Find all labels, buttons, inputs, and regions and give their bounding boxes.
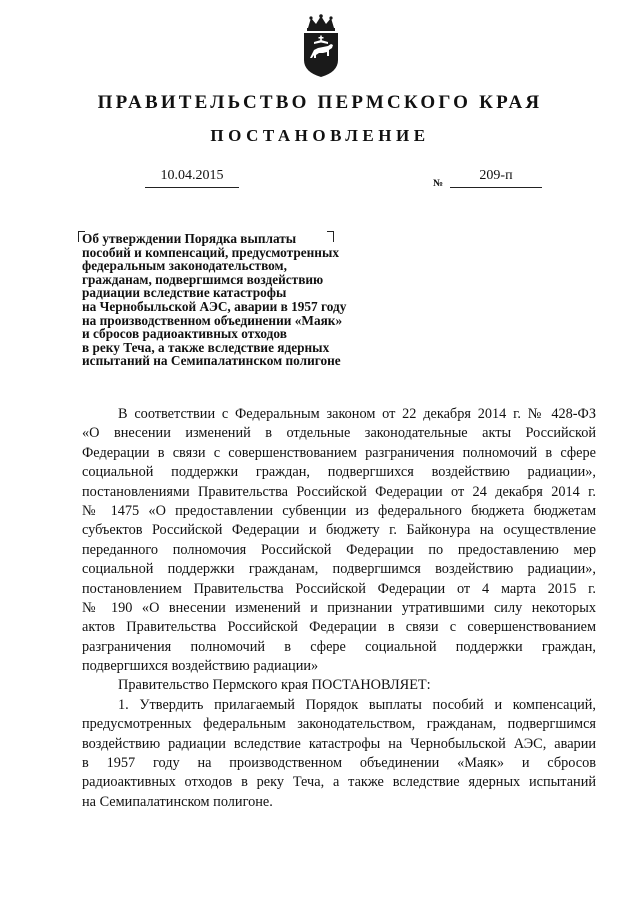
- body-line: воздействию радиации вследствие катастрофы на Чернобыльской АЭС, аварии: [82, 735, 596, 752]
- body-line: разграничения полномочий в сфере социальной поддержки граждан,: [82, 638, 596, 655]
- subject-line: испытаний на Семипалатинском полигоне: [82, 353, 341, 369]
- body-line: радиоактивных отходов в реку Теча, а также вследствие ядерных испытаний: [82, 774, 596, 791]
- body-line: на Семипалатинском полигоне.: [82, 793, 273, 810]
- body-line: предусмотренных федеральным законодательством, гражданам, подвергшимся: [82, 716, 596, 733]
- subject-line: Об утверждении Порядка выплаты: [82, 231, 297, 246]
- body-line: социальной поддержки граждан, подвергшихся воздействию радиации»,: [82, 464, 596, 481]
- body-line: постановлениями Правительства Российской Федерации от 24 декабря 2014 г.: [82, 483, 596, 500]
- body-line: переданного полномочия Российской Федерации по предоставлению мер: [82, 541, 596, 558]
- document-number: 209-п: [479, 168, 513, 183]
- body-line: социальной поддержки гражданам, подвергшимся воздействию радиации»,: [82, 561, 596, 578]
- resolution-line: Правительство Пермского края ПОСТАНОВЛЯЕТ:: [118, 677, 431, 694]
- subject-line: в реку Теча, а также вследствие ядерных: [82, 339, 330, 355]
- date-underline: [145, 186, 239, 188]
- document-body: [82, 405, 596, 812]
- document-subject: [82, 232, 402, 368]
- body-line: субъектов Российской Федерации и бюджету г. Байконура на осуществление: [82, 522, 596, 539]
- coat-of-arms-icon: [299, 14, 343, 78]
- document-type-title: ПОСТАНОВЛЕНИЕ: [210, 126, 430, 145]
- body-line: В соответствии с Федеральным законом от 22 декабря 2014 г. № 428-ФЗ: [118, 406, 596, 422]
- subject-line: на Чернобыльской АЭС, аварии в 1957 году: [82, 298, 347, 314]
- body-line: № 190 «О внесении изменений и признании утратившими силу некоторых: [82, 599, 596, 616]
- body-line: в 1957 году на производственном объединении «Маяк» и сбросов: [82, 755, 596, 772]
- body-line: № 1475 «О предоставлении субвенции из федерального бюджета бюджетам: [82, 502, 596, 519]
- document-date: 10.04.2015: [160, 168, 224, 183]
- body-line: Федерации в связи с совершенствованием разграничения полномочий в сфере: [82, 444, 596, 461]
- document-date-field: [145, 168, 239, 188]
- subject-line: пособий и компенсаций, предусмотренных: [82, 244, 339, 260]
- subject-line: радиации вследствие катастрофы: [82, 285, 287, 301]
- subject-line: на производственном объединении «Маяк»: [82, 312, 343, 328]
- body-line: «О внесении изменений в отдельные законодательные акты Российской: [82, 425, 596, 442]
- document-number-field: [450, 168, 542, 188]
- government-title: ПРАВИТЕЛЬСТВО ПЕРМСКОГО КРАЯ: [97, 92, 543, 113]
- subject-line: федеральным законодательством,: [82, 258, 287, 274]
- body-line: 1. Утвердить прилагаемый Порядок выплаты пособий и компенсаций,: [118, 696, 596, 713]
- number-sign: №: [433, 178, 444, 189]
- body-line: постановлением Правительства Российской Федерации от 4 марта 2015 г.: [82, 580, 596, 597]
- body-line: актов Правительства Российской Федерации в связи с совершенствованием: [82, 619, 596, 636]
- subject-line: гражданам, подвергшимся воздействию: [82, 271, 324, 287]
- body-line: подвергшихся воздействию радиации»: [82, 658, 319, 675]
- number-underline: [450, 186, 542, 188]
- subject-line: и сбросов радиоактивных отходов: [82, 326, 287, 342]
